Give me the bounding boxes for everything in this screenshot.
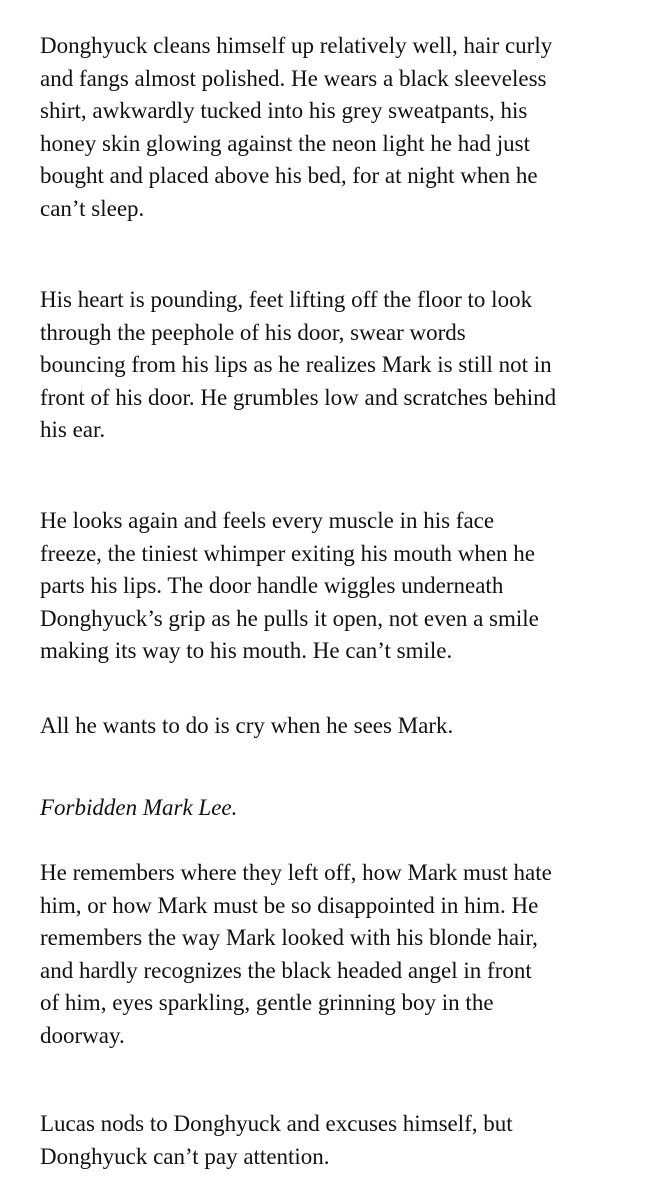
paragraph-6: He remembers where they left off, how Mark must hate him, or how Mark must be so disappointed in him. He remembers the way Mark looked with his blonde hair, and hardly recognizes the black headed angel in front of him, eyes sparkling, gentle grinning boy in the doorway. [40,860,552,1048]
paragraph-2: His heart is pounding, feet lifting off the floor to look through the peephole of his door, swear words bouncing from his lips as he realizes Mark is still not in front of his door. He grumbles low and scratches behind his ear. [40,287,557,443]
paragraph-3: He looks again and feels every muscle in his face freeze, the tiniest whimper exiting his mouth when he parts his lips. The door handle wiggles underneath Donghyuck’s grip as he pulls it open, not even a smile making its way to his mouth. He can’t smile. [40,508,539,664]
paragraph-1: Donghyuck cleans himself up relatively well, hair curly and fangs almost polished. He wears a black sleeveless shirt, awkwardly tucked into his grey sweatpants, his honey skin glowing against the neon light he had just bought and placed above his bed, for at night when he can’t sleep. [40,33,553,221]
paragraph-4: All he wants to do is cry when he sees Mark. [40,713,454,738]
paragraph-5-italic: Forbidden Mark Lee. [40,795,238,820]
paragraph-7: Lucas nods to Donghyuck and excuses himself, but Donghyuck can’t pay attention. [40,1111,513,1169]
